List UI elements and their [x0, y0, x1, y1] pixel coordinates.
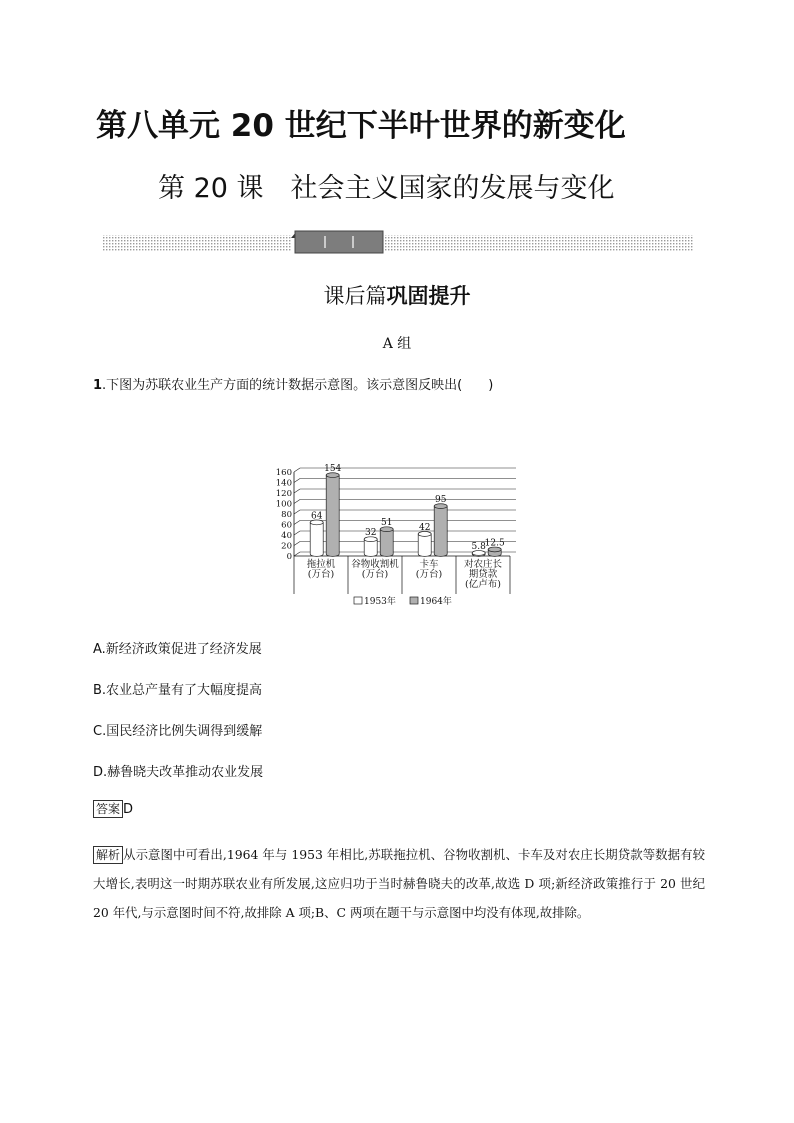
lesson-title: 第 20 课 社会主义国家的发展与变化: [158, 173, 615, 204]
data-label: 51: [380, 518, 393, 529]
data-label: 32: [364, 528, 377, 539]
option-d[interactable]: D.赫鲁晓夫改革推动农业发展: [93, 765, 264, 780]
bar-1964年: [380, 529, 393, 556]
grid-depth-line: [294, 542, 300, 546]
section-title-bold: 巩固提升: [386, 284, 471, 308]
y-tick-label: 0: [286, 552, 292, 562]
grid-depth-line: [294, 531, 300, 535]
unit-title: 第八单元 20 世纪下半叶世界的新变化: [96, 108, 626, 144]
x-category-label: 卡车: [419, 559, 439, 570]
bar-1953年: [310, 522, 323, 556]
x-category-label: (万台): [361, 569, 389, 580]
y-tick-label: 60: [281, 520, 292, 531]
data-label: 5.8: [471, 541, 486, 552]
x-category-label: 拖拉机: [306, 559, 336, 570]
grid-depth-line: [294, 500, 300, 504]
group-label: A 组: [382, 336, 412, 352]
grid-depth-line: [294, 479, 300, 483]
data-label: 154: [324, 464, 342, 475]
question-text: .下图为苏联农业生产方面的统计数据示意图。该示意图反映出( ): [102, 378, 494, 393]
bar-1964年: [434, 506, 447, 556]
data-label: 42: [418, 522, 431, 533]
y-tick-label: 20: [281, 541, 292, 552]
option-a[interactable]: A.新经济政策促进了经济发展: [93, 642, 262, 657]
grid-depth-line: [294, 521, 300, 525]
question-number: 1: [93, 378, 103, 393]
x-category-label: (万台): [415, 569, 443, 580]
section-title-normal: 课后篇: [323, 284, 387, 308]
legend-swatch: [410, 597, 418, 604]
grid-depth-line: [294, 552, 300, 556]
y-tick-label: 100: [275, 499, 292, 510]
data-label: 64: [310, 511, 323, 522]
y-tick-label: 160: [275, 468, 292, 478]
y-tick-label: 120: [275, 489, 292, 499]
x-category-label: 对农庄长: [463, 559, 503, 570]
grid-depth-line: [294, 510, 300, 514]
grid-depth-line: [294, 468, 300, 472]
answer-value: D: [123, 802, 134, 817]
section-title: [0, 280, 794, 310]
legend-label: 1964年: [420, 597, 452, 607]
grid-depth-line: [294, 489, 300, 493]
question-stem: [93, 374, 493, 393]
answer-tag: 答案: [93, 800, 123, 818]
legend-label: 1953年: [364, 597, 396, 607]
x-category-label: 谷物收割机: [351, 559, 399, 570]
option-c[interactable]: C.国民经济比例失调得到缓解: [93, 724, 263, 739]
answer-line: [93, 800, 133, 818]
y-tick-label: 140: [275, 478, 292, 489]
analysis-tag: 解析: [93, 846, 123, 864]
data-label: 12.5: [484, 538, 505, 549]
x-category-label: (万台): [307, 569, 335, 580]
bar-1964年: [326, 475, 339, 556]
option-b[interactable]: B.农业总产量有了大幅度提高: [93, 683, 263, 698]
bar-1953年: [418, 534, 431, 556]
bar-chart: [266, 458, 526, 613]
y-tick-label: 80: [281, 510, 292, 520]
data-label: 95: [434, 495, 447, 506]
y-tick-label: 40: [281, 531, 292, 541]
x-category-label: 期贷款: [468, 569, 498, 580]
analysis-block: [93, 840, 705, 927]
x-category-label: (亿卢布): [465, 579, 501, 590]
legend-swatch: [354, 597, 362, 604]
analysis-text: 从示意图中可看出,1964 年与 1953 年相比,苏联拖拉机、谷物收割机、卡车及对农庄长期贷款等数据有较大增长,表明这一时期苏联农业有所发展,这应归功于当时赫鲁晓夫的改革,故选 D 项;新经济政策推行于 20 世纪 20 年代,与示意图时间不符,故排除 A 项;B、C 两项在题干与示意图中均没有体现,故排除。: [93, 847, 705, 920]
decorative-divider: [103, 228, 693, 256]
